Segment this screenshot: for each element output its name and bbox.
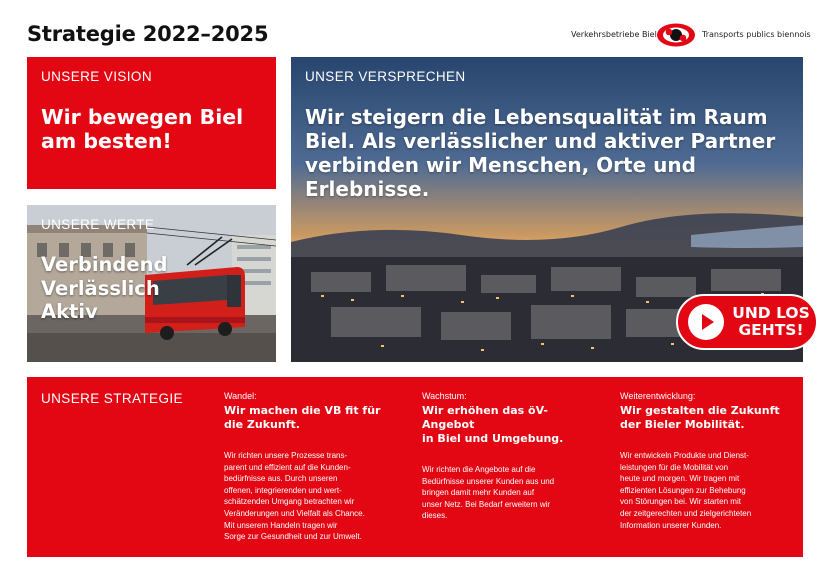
cta-line: UND LOS — [732, 304, 810, 322]
und-los-gehts-button[interactable] — [676, 294, 818, 350]
body-line: von Störungen bei. Wir starten mit — [620, 497, 741, 507]
strategy-heading — [224, 404, 402, 432]
body-line: Information unserer Kunden. — [620, 520, 722, 530]
body-line: der zeitgerechten und zielgerichteten — [620, 508, 752, 518]
body-line: unser Netz. Bei Bedarf erweitern wir — [422, 499, 551, 509]
strategy-kicker: Wachstum: — [422, 391, 467, 401]
body-line: offenen, integrierenden und wert- — [224, 485, 342, 495]
strategy-body — [224, 450, 402, 543]
strategy-kicker: Wandel: — [224, 391, 257, 401]
promise-line: Biel. Als verlässlicher und aktiver Partner — [305, 129, 776, 153]
strategy-column-wachstum — [422, 391, 600, 522]
values-label: UNSERE WERTE — [41, 217, 155, 232]
values-panel — [27, 205, 276, 362]
heading-line: die Zukunft. — [224, 418, 300, 431]
vision-line: am besten! — [41, 129, 172, 153]
strategy-body — [422, 464, 600, 522]
heading-line: der Bieler Mobilität. — [620, 418, 745, 431]
cta-line: GEHTS! — [738, 321, 804, 339]
body-line: dieses. — [422, 511, 448, 521]
strategy-heading — [620, 404, 798, 432]
strategy-column-wandel — [224, 391, 402, 543]
heading-line: Wir gestalten die Zukunft — [620, 404, 780, 417]
body-line: bringen damit mehr Kunden auf — [422, 488, 535, 498]
vision-statement — [41, 105, 271, 153]
strategy-panel — [27, 377, 803, 557]
value-item: Aktiv — [41, 300, 98, 323]
body-line: Wir entwickeln Produkte und Dienst- — [620, 451, 749, 460]
promise-line: Wir steigern die Lebensqualität im Raum — [305, 105, 768, 129]
vision-line: Wir bewegen Biel — [41, 105, 244, 129]
brand-name-de: Verkehrsbetriebe Biel — [571, 30, 657, 39]
brand-name-fr: Transports publics biennois — [702, 30, 811, 39]
body-line: effizienten Lösungen zur Behebung — [620, 485, 746, 495]
body-line: schätzenden Umgang betrachten wir — [224, 497, 355, 507]
strategy-kicker: Weiterentwicklung: — [620, 391, 696, 401]
vision-label: UNSERE VISION — [41, 69, 152, 84]
strategy-heading — [422, 404, 600, 446]
body-line: Wir richten unsere Prozesse trans- — [224, 451, 348, 460]
vision-panel — [27, 57, 276, 189]
strategy-body — [620, 450, 798, 531]
vb-tpb-logo-icon — [654, 22, 698, 48]
promise-line: verbinden wir Menschen, Orte und — [305, 153, 696, 177]
promise-statement — [305, 105, 785, 201]
body-line: Veränderungen und Vielfalt als Chance. — [224, 508, 365, 518]
play-icon — [688, 304, 724, 340]
page-title: Strategie 2022–2025 — [27, 22, 269, 46]
heading-line: Wir machen die VB fit für — [224, 404, 381, 417]
heading-line: in Biel und Umgebung. — [422, 432, 564, 445]
body-line: Wir richten die Angebote auf die — [422, 465, 536, 474]
body-line: Bedürfnisse unserer Kunden aus und — [422, 476, 555, 486]
body-line: leistungen für die Mobilität von — [620, 462, 729, 472]
value-item: Verlässlich — [41, 276, 160, 300]
strategy-column-weiterentwicklung — [620, 391, 798, 531]
promise-line: Erlebnisse. — [305, 177, 430, 201]
body-line: Sorge zur Gesundheit und zur Umwelt. — [224, 532, 362, 542]
heading-line: Wir erhöhen das öV-Angebot — [422, 404, 548, 431]
body-line: bedürfnisse aus. Durch unseren — [224, 474, 338, 484]
cta-label — [732, 305, 810, 339]
promise-label: UNSER VERSPRECHEN — [305, 69, 466, 84]
values-list — [41, 253, 167, 324]
value-item: Verbindend — [41, 253, 168, 276]
body-line: Mit unserem Handeln tragen wir — [224, 520, 338, 530]
body-line: heute und morgen. Wir tragen mit — [620, 474, 740, 484]
body-line: parent und effizient auf die Kunden- — [224, 462, 351, 472]
strategy-label: UNSERE STRATEGIE — [41, 391, 183, 406]
